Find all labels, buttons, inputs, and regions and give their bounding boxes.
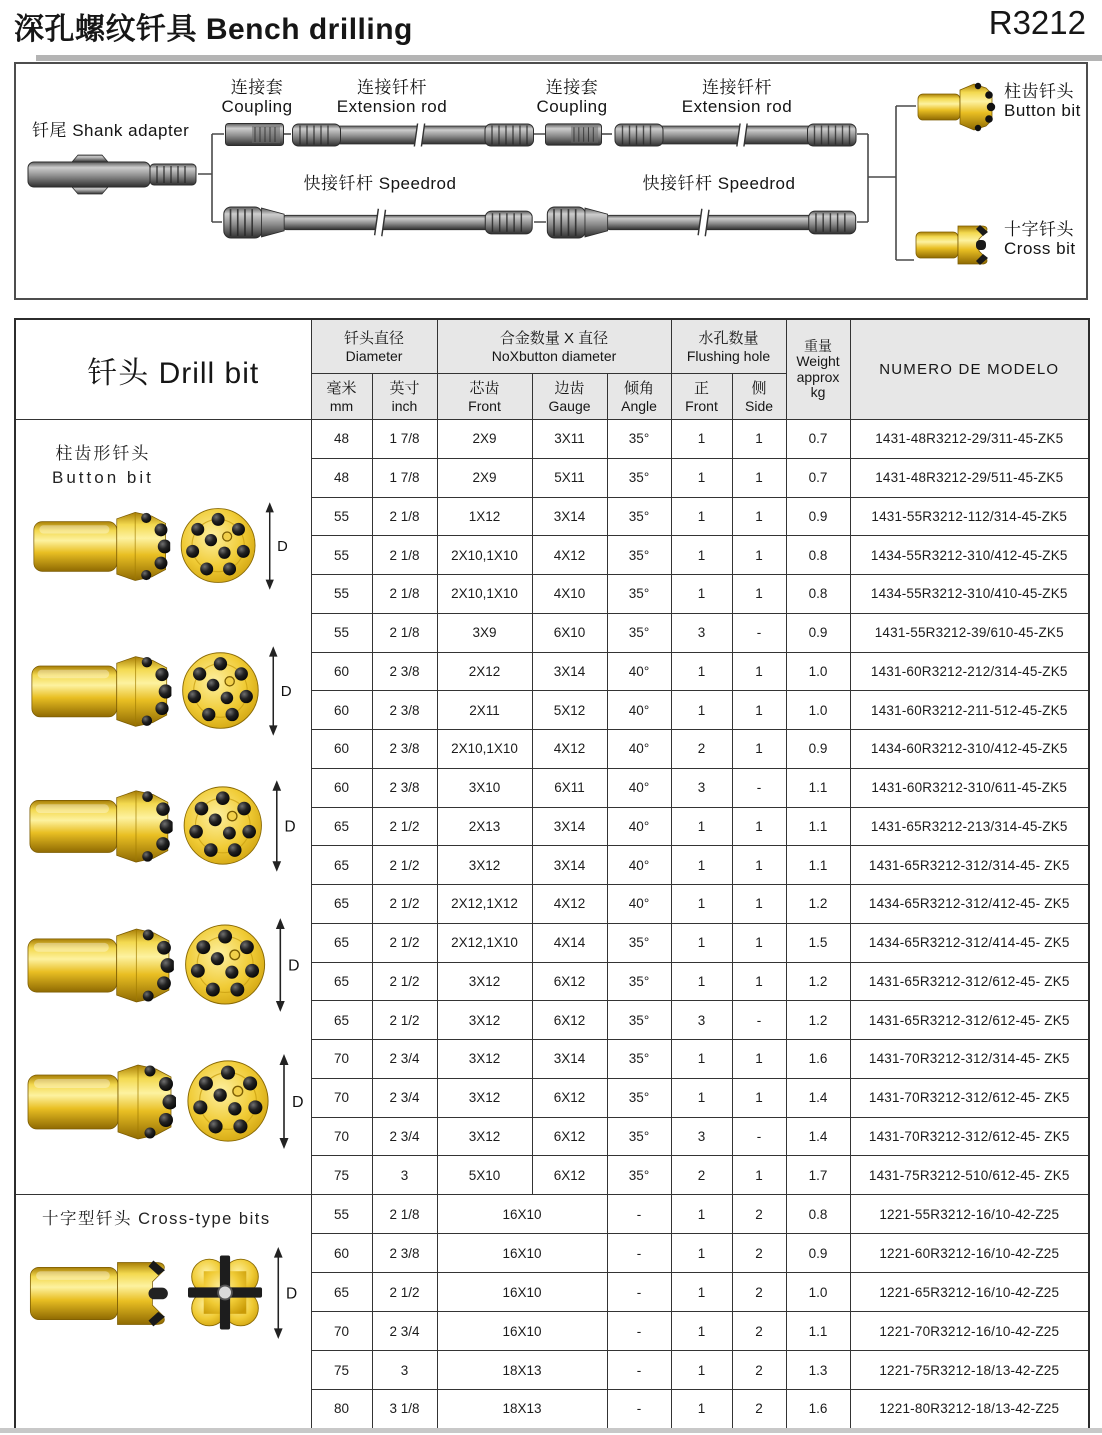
cell-front-buttons: 2X9 (437, 420, 532, 459)
header-weight: 重量 Weight approx kg (786, 319, 850, 420)
cell-diameter-mm: 70 (311, 1117, 372, 1156)
cell-flushing-side: 1 (732, 652, 786, 691)
cell-model: 1431-48R3212-29/311-45-ZK5 (850, 420, 1089, 459)
header-flushing-front: 正 Front (671, 374, 732, 420)
bottom-divider (0, 1428, 1102, 1433)
cell-diameter-inch: 2 3/4 (372, 1040, 437, 1079)
cell-diameter-inch: 2 1/2 (372, 885, 437, 924)
cell-flushing-front: 2 (671, 1156, 732, 1195)
shank-adapter-drawing (28, 155, 196, 194)
cell-gauge-buttons: 3X14 (532, 846, 607, 885)
cell-model: 1221-70R3212-16/10-42-Z25 (850, 1312, 1089, 1351)
cell-front-buttons: 1X12 (437, 497, 532, 536)
cell-angle: 35° (607, 458, 671, 497)
cell-model: 1431-65R3212-312/612-45- ZK5 (850, 962, 1089, 1001)
cell-diameter-mm: 80 (311, 1390, 372, 1429)
cell-flushing-side: - (732, 613, 786, 652)
cell-weight: 1.1 (786, 807, 850, 846)
header-front-buttons: 芯齿 Front (437, 374, 532, 420)
cell-diameter-mm: 70 (311, 1312, 372, 1351)
cell-diameter-inch: 2 1/2 (372, 807, 437, 846)
cell-front-buttons: 3X12 (437, 846, 532, 885)
cell-model: 1434-65R3212-312/414-45- ZK5 (850, 923, 1089, 962)
cell-weight: 1.1 (786, 768, 850, 807)
cell-gauge-buttons: 6X12 (532, 1001, 607, 1040)
cell-weight: 0.8 (786, 575, 850, 614)
svg-text:D: D (286, 1285, 298, 1303)
coupling-2-drawing (545, 124, 601, 145)
cell-weight: 1.6 (786, 1390, 850, 1429)
cell-model: 1431-70R3212-312/314-45- ZK5 (850, 1040, 1089, 1079)
cell-angle: 40° (607, 807, 671, 846)
header-mm: 毫米 mm (311, 374, 372, 420)
cell-angle: 35° (607, 923, 671, 962)
cell-front-gauge-buttons: 16X10 (437, 1273, 607, 1312)
cell-gauge-buttons: 6X10 (532, 613, 607, 652)
cell-front-buttons: 2X12 (437, 652, 532, 691)
cell-front-buttons: 2X10,1X10 (437, 575, 532, 614)
cell-diameter-mm: 65 (311, 1273, 372, 1312)
drill-bit-spec-table (14, 318, 1090, 1430)
cell-angle: - (607, 1312, 671, 1351)
cell-front-gauge-buttons: 16X10 (437, 1195, 607, 1234)
cell-flushing-side: - (732, 1001, 786, 1040)
cell-flushing-side: 1 (732, 1078, 786, 1117)
cell-angle: 35° (607, 1117, 671, 1156)
cell-flushing-side: 1 (732, 885, 786, 924)
cross-bit-section-label: 十字型钎头 Cross-type bits (42, 1210, 271, 1228)
cell-model: 1431-65R3212-213/314-45-ZK5 (850, 807, 1089, 846)
cell-diameter-mm: 75 (311, 1351, 372, 1390)
cell-model: 1431-55R3212-39/610-45-ZK5 (850, 613, 1089, 652)
header-flushing-side: 侧 Side (732, 374, 786, 420)
cell-gauge-buttons: 4X10 (532, 575, 607, 614)
cell-flushing-front: 2 (671, 730, 732, 769)
cell-flushing-side: 2 (732, 1390, 786, 1429)
cell-angle: 35° (607, 1078, 671, 1117)
table-header (15, 319, 1089, 420)
label-extension-rod-1: 连接钎杆 Extension rod (336, 78, 448, 116)
cell-front-buttons: 2X12,1X10 (437, 923, 532, 962)
cell-weight: 1.1 (786, 846, 850, 885)
cell-weight: 0.9 (786, 613, 850, 652)
cell-weight: 1.2 (786, 962, 850, 1001)
cell-diameter-mm: 65 (311, 962, 372, 1001)
cell-angle: 40° (607, 768, 671, 807)
cell-gauge-buttons: 6X12 (532, 1156, 607, 1195)
cell-flushing-front: 3 (671, 613, 732, 652)
header-flushing-hole: 水孔数量 Flushing hole (671, 319, 786, 374)
header-model-number: NUMERO DE MODELO (850, 319, 1089, 420)
cell-weight: 1.2 (786, 885, 850, 924)
header-angle: 倾角 Angle (607, 374, 671, 420)
cell-flushing-side: 1 (732, 497, 786, 536)
extension-rod-2-drawing (615, 120, 856, 150)
header-button-diameter: 合金数量 X 直径 NoXbutton diameter (437, 319, 671, 374)
cell-angle: 35° (607, 1040, 671, 1079)
cell-front-buttons: 3X12 (437, 1001, 532, 1040)
cell-front-buttons: 5X10 (437, 1156, 532, 1195)
cell-front-buttons: 3X10 (437, 768, 532, 807)
cell-front-buttons: 2X12,1X12 (437, 885, 532, 924)
cell-flushing-side: - (732, 1117, 786, 1156)
cell-angle: - (607, 1273, 671, 1312)
cell-model: 1221-80R3212-18/13-42-Z25 (850, 1390, 1089, 1429)
cell-angle: 35° (607, 962, 671, 1001)
cell-diameter-mm: 48 (311, 420, 372, 459)
cell-diameter-mm: 55 (311, 536, 372, 575)
cell-diameter-inch: 2 1/8 (372, 613, 437, 652)
cell-angle: - (607, 1195, 671, 1234)
table-row (15, 420, 1089, 459)
cell-angle: 40° (607, 652, 671, 691)
cell-flushing-side: 1 (732, 730, 786, 769)
cell-diameter-inch: 3 (372, 1156, 437, 1195)
cell-diameter-mm: 60 (311, 768, 372, 807)
cell-model: 1221-65R3212-16/10-42-Z25 (850, 1273, 1089, 1312)
cell-flushing-side: 1 (732, 691, 786, 730)
cell-diameter-mm: 70 (311, 1078, 372, 1117)
cell-model: 1431-75R3212-510/612-45- ZK5 (850, 1156, 1089, 1195)
cell-weight: 0.9 (786, 730, 850, 769)
cell-flushing-side: 1 (732, 458, 786, 497)
cell-model: 1434-65R3212-312/412-45- ZK5 (850, 885, 1089, 924)
cell-weight: 0.8 (786, 1195, 850, 1234)
cell-flushing-side: 2 (732, 1312, 786, 1351)
cell-front-buttons: 2X10,1X10 (437, 730, 532, 769)
cell-diameter-mm: 70 (311, 1040, 372, 1079)
cell-weight: 1.1 (786, 1312, 850, 1351)
cell-gauge-buttons: 6X11 (532, 768, 607, 807)
cell-diameter-inch: 2 3/8 (372, 1234, 437, 1273)
cell-angle: 35° (607, 575, 671, 614)
cell-diameter-inch: 1 7/8 (372, 420, 437, 459)
cell-model: 1431-65R3212-312/612-45- ZK5 (850, 1001, 1089, 1040)
cell-diameter-inch: 2 3/4 (372, 1312, 437, 1351)
cell-model: 1221-55R3212-16/10-42-Z25 (850, 1195, 1089, 1234)
cell-diameter-mm: 60 (311, 691, 372, 730)
cell-angle: - (607, 1234, 671, 1273)
cell-weight: 0.9 (786, 1234, 850, 1273)
cell-diameter-inch: 2 1/2 (372, 1273, 437, 1312)
cell-diameter-inch: 2 3/8 (372, 730, 437, 769)
cell-diameter-inch: 2 3/4 (372, 1117, 437, 1156)
cell-diameter-mm: 75 (311, 1156, 372, 1195)
cell-front-buttons: 3X12 (437, 1117, 532, 1156)
cell-flushing-front: 1 (671, 1078, 732, 1117)
cell-front-buttons: 3X12 (437, 1078, 532, 1117)
cell-diameter-inch: 2 1/8 (372, 536, 437, 575)
cell-front-gauge-buttons: 18X13 (437, 1390, 607, 1429)
cell-model: 1431-60R3212-310/611-45-ZK5 (850, 768, 1089, 807)
cell-diameter-inch: 2 1/8 (372, 575, 437, 614)
cell-gauge-buttons: 5X11 (532, 458, 607, 497)
cell-diameter-mm: 65 (311, 1001, 372, 1040)
cell-gauge-buttons: 4X12 (532, 885, 607, 924)
cell-flushing-front: 1 (671, 1195, 732, 1234)
label-extension-rod-2: 连接钎杆 Extension rod (681, 78, 793, 116)
cell-flushing-side: 2 (732, 1351, 786, 1390)
cell-model: 1431-60R3212-212/314-45-ZK5 (850, 652, 1089, 691)
cell-flushing-front: 1 (671, 885, 732, 924)
cell-gauge-buttons: 3X14 (532, 1040, 607, 1079)
cell-flushing-front: 1 (671, 1390, 732, 1429)
cell-diameter-inch: 2 1/8 (372, 497, 437, 536)
cell-diameter-mm: 55 (311, 575, 372, 614)
cell-flushing-front: 1 (671, 1273, 732, 1312)
cell-angle: - (607, 1390, 671, 1429)
table-row (15, 1195, 1089, 1234)
cell-angle: 35° (607, 613, 671, 652)
cell-flushing-front: 1 (671, 691, 732, 730)
cell-model: 1221-60R3212-16/10-42-Z25 (850, 1234, 1089, 1273)
cell-flushing-front: 1 (671, 575, 732, 614)
cell-gauge-buttons: 4X14 (532, 923, 607, 962)
cell-diameter-inch: 2 1/2 (372, 1001, 437, 1040)
cell-weight: 1.0 (786, 1273, 850, 1312)
cell-flushing-side: 2 (732, 1195, 786, 1234)
cell-diameter-mm: 48 (311, 458, 372, 497)
cell-flushing-front: 1 (671, 1351, 732, 1390)
svg-text:D: D (292, 1094, 304, 1111)
cell-front-gauge-buttons: 16X10 (437, 1312, 607, 1351)
cell-front-gauge-buttons: 18X13 (437, 1351, 607, 1390)
cell-diameter-mm: 60 (311, 652, 372, 691)
cell-front-buttons: 3X9 (437, 613, 532, 652)
cell-diameter-mm: 60 (311, 1234, 372, 1273)
cell-gauge-buttons: 3X14 (532, 497, 607, 536)
cell-flushing-side: 1 (732, 1040, 786, 1079)
cell-angle: 35° (607, 536, 671, 575)
cell-flushing-front: 1 (671, 1040, 732, 1079)
cell-angle: 35° (607, 1156, 671, 1195)
button-bit-illustration (32, 502, 290, 590)
component-diagram (14, 62, 1088, 300)
cell-front-buttons: 2X13 (437, 807, 532, 846)
cell-flushing-front: 1 (671, 536, 732, 575)
cell-flushing-side: - (732, 768, 786, 807)
cell-weight: 1.3 (786, 1351, 850, 1390)
cell-weight: 1.5 (786, 923, 850, 962)
header-diameter: 钎头直径 Diameter (311, 319, 437, 374)
header-gauge-buttons: 边齿 Gauge (532, 374, 607, 420)
cell-flushing-side: 2 (732, 1234, 786, 1273)
cell-flushing-side: 1 (732, 846, 786, 885)
label-cross-bit: 十字钎头 Cross bit (1004, 220, 1076, 258)
diagram-button-bit-drawing (918, 83, 995, 131)
page-header (14, 4, 1090, 48)
cell-model: 1434-60R3212-310/412-45-ZK5 (850, 730, 1089, 769)
cell-model: 1221-75R3212-18/13-42-Z25 (850, 1351, 1089, 1390)
cell-weight: 1.0 (786, 652, 850, 691)
cell-front-buttons: 2X10,1X10 (437, 536, 532, 575)
svg-text:D: D (280, 683, 292, 701)
cell-weight: 0.8 (786, 536, 850, 575)
button-bit-illustration (26, 1054, 306, 1149)
cell-weight: 0.7 (786, 420, 850, 459)
cell-diameter-mm: 65 (311, 923, 372, 962)
cell-gauge-buttons: 6X12 (532, 1117, 607, 1156)
coupling-1-drawing (226, 124, 284, 146)
cell-gauge-buttons: 5X12 (532, 691, 607, 730)
cell-weight: 1.4 (786, 1117, 850, 1156)
cell-diameter-inch: 2 3/4 (372, 1078, 437, 1117)
cell-weight: 1.6 (786, 1040, 850, 1079)
button-bit-illustration (28, 780, 298, 872)
cell-weight: 1.7 (786, 1156, 850, 1195)
cell-model: 1434-55R3212-310/412-45-ZK5 (850, 536, 1089, 575)
cross-bit-illustration-cell (15, 1195, 311, 1429)
cell-diameter-mm: 60 (311, 730, 372, 769)
cell-flushing-side: 1 (732, 1156, 786, 1195)
cell-front-gauge-buttons: 16X10 (437, 1234, 607, 1273)
cell-front-buttons: 2X11 (437, 691, 532, 730)
label-speedrod-2: 快接钎杆 Speedrod (642, 174, 796, 193)
svg-text:D: D (284, 818, 296, 836)
cell-gauge-buttons: 4X12 (532, 730, 607, 769)
cell-weight: 1.0 (786, 691, 850, 730)
cell-flushing-side: 1 (732, 536, 786, 575)
cell-flushing-side: 1 (732, 923, 786, 962)
cell-gauge-buttons: 3X14 (532, 652, 607, 691)
diagram-cross-bit-drawing (916, 225, 988, 265)
cell-weight: 0.9 (786, 497, 850, 536)
cell-diameter-inch: 3 1/8 (372, 1390, 437, 1429)
cell-diameter-inch: 2 1/8 (372, 1195, 437, 1234)
header-inch: 英寸 inch (372, 374, 437, 420)
cell-weight: 0.7 (786, 458, 850, 497)
cell-model: 1431-55R3212-112/314-45-ZK5 (850, 497, 1089, 536)
cell-gauge-buttons: 3X14 (532, 807, 607, 846)
cell-flushing-front: 1 (671, 497, 732, 536)
cell-diameter-inch: 2 3/8 (372, 652, 437, 691)
cell-front-buttons: 3X12 (437, 962, 532, 1001)
cell-angle: 40° (607, 691, 671, 730)
cell-diameter-inch: 2 1/2 (372, 962, 437, 1001)
cell-weight: 1.4 (786, 1078, 850, 1117)
cell-gauge-buttons: 4X12 (532, 536, 607, 575)
button-bit-illustration (30, 646, 294, 736)
cell-flushing-front: 1 (671, 1312, 732, 1351)
cell-gauge-buttons: 6X12 (532, 1078, 607, 1117)
label-button-bit: 柱齿钎头 Button bit (1004, 82, 1081, 120)
cell-diameter-mm: 65 (311, 885, 372, 924)
svg-text:D: D (288, 957, 300, 975)
cell-flushing-front: 1 (671, 458, 732, 497)
cell-diameter-mm: 65 (311, 807, 372, 846)
label-shank-adapter: 钎尾 Shank adapter (32, 121, 190, 140)
cell-diameter-mm: 55 (311, 497, 372, 536)
cell-flushing-front: 1 (671, 652, 732, 691)
model-number: R3212 (988, 4, 1086, 41)
cell-flushing-side: 1 (732, 962, 786, 1001)
cell-front-buttons: 2X9 (437, 458, 532, 497)
cell-diameter-mm: 55 (311, 1195, 372, 1234)
cell-angle: 40° (607, 846, 671, 885)
cell-angle: 40° (607, 730, 671, 769)
label-speedrod-1: 快接钎杆 Speedrod (303, 174, 457, 193)
speedrod-2-drawing (547, 207, 855, 238)
label-coupling-1: 连接套 Coupling (221, 78, 293, 116)
cell-front-buttons: 3X12 (437, 1040, 532, 1079)
button-bit-illustration-cell (15, 420, 311, 1195)
cell-diameter-inch: 2 3/8 (372, 691, 437, 730)
cell-flushing-front: 1 (671, 807, 732, 846)
cell-gauge-buttons: 3X11 (532, 420, 607, 459)
cell-diameter-mm: 65 (311, 846, 372, 885)
cell-flushing-front: 1 (671, 846, 732, 885)
drill-bit-table-body (15, 420, 1089, 1429)
top-divider (36, 55, 1102, 61)
cell-diameter-inch: 3 (372, 1351, 437, 1390)
header-drill-bit: 钎头 Drill bit (15, 319, 311, 420)
cell-flushing-front: 1 (671, 1234, 732, 1273)
button-bit-illustration (26, 918, 302, 1012)
cell-model: 1431-65R3212-312/314-45- ZK5 (850, 846, 1089, 885)
svg-text:D: D (277, 539, 288, 556)
speedrod-1-drawing (224, 207, 532, 238)
cell-model: 1431-48R3212-29/511-45-ZK5 (850, 458, 1089, 497)
cell-model: 1431-60R3212-211-512-45-ZK5 (850, 691, 1089, 730)
cell-angle: 35° (607, 420, 671, 459)
cross-bit-illustration (28, 1247, 300, 1339)
cell-flushing-front: 1 (671, 923, 732, 962)
cell-flushing-front: 3 (671, 1117, 732, 1156)
label-coupling-2: 连接套 Coupling (536, 78, 608, 116)
cell-flushing-side: 1 (732, 807, 786, 846)
cell-diameter-inch: 1 7/8 (372, 458, 437, 497)
cell-diameter-mm: 55 (311, 613, 372, 652)
cell-flushing-front: 3 (671, 768, 732, 807)
cell-diameter-inch: 2 3/8 (372, 768, 437, 807)
button-bit-section-label: 柱齿形钎头 Button bit (52, 444, 154, 487)
cell-angle: - (607, 1351, 671, 1390)
page-title: 深孔螺纹钎具 Bench drilling (14, 13, 413, 46)
cell-gauge-buttons: 6X12 (532, 962, 607, 1001)
cell-diameter-inch: 2 1/2 (372, 846, 437, 885)
cell-angle: 40° (607, 885, 671, 924)
cell-flushing-side: 2 (732, 1273, 786, 1312)
cell-model: 1434-55R3212-310/410-45-ZK5 (850, 575, 1089, 614)
cell-model: 1431-70R3212-312/612-45- ZK5 (850, 1078, 1089, 1117)
cell-angle: 35° (607, 1001, 671, 1040)
cell-flushing-front: 1 (671, 962, 732, 1001)
cell-model: 1431-70R3212-312/612-45- ZK5 (850, 1117, 1089, 1156)
cell-angle: 35° (607, 497, 671, 536)
cell-weight: 1.2 (786, 1001, 850, 1040)
extension-rod-1-drawing (293, 120, 534, 150)
cell-flushing-front: 3 (671, 1001, 732, 1040)
cell-flushing-side: 1 (732, 420, 786, 459)
cell-diameter-inch: 2 1/2 (372, 923, 437, 962)
cell-flushing-front: 1 (671, 420, 732, 459)
cell-flushing-side: 1 (732, 575, 786, 614)
